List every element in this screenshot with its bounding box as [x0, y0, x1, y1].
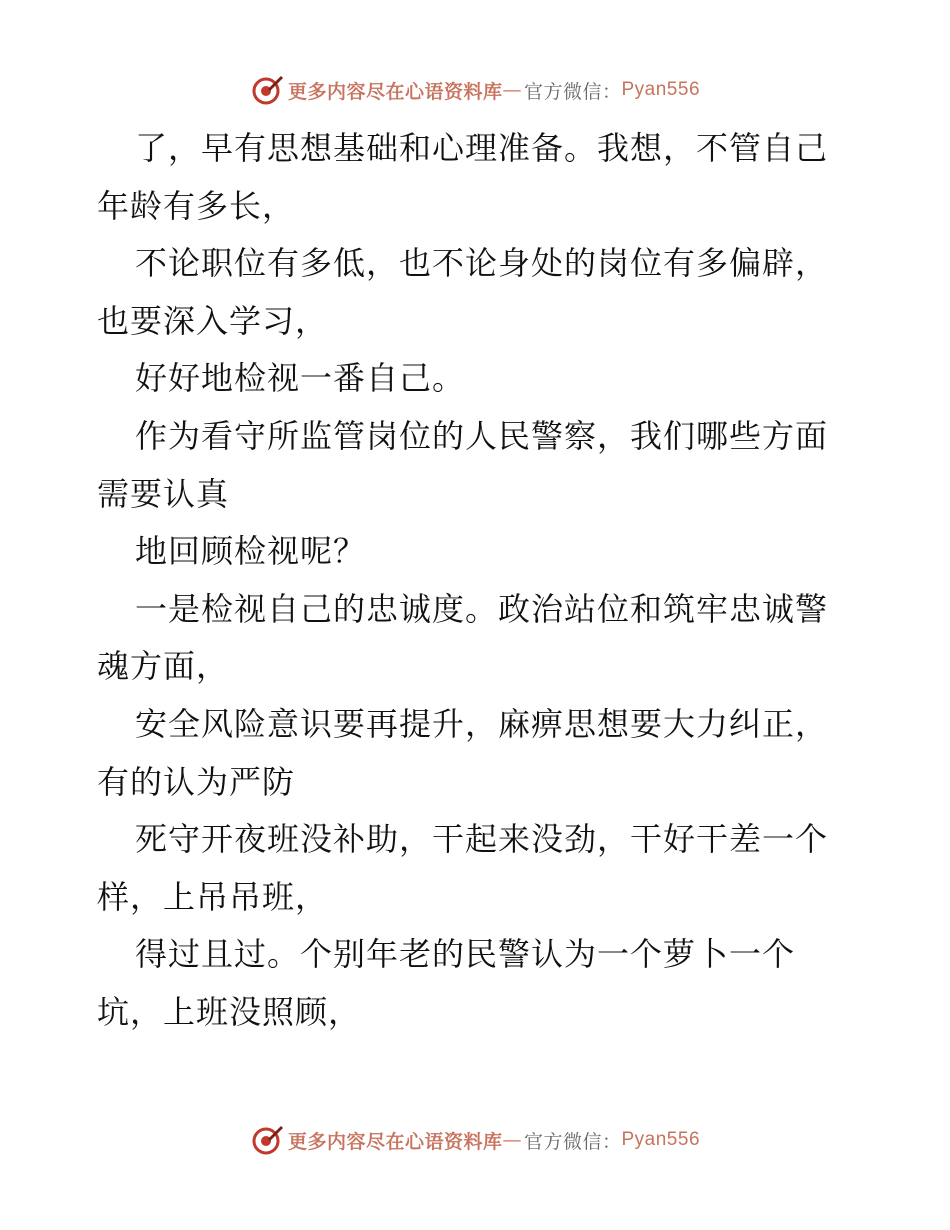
body-line: 安全风险意识要再提升，麻痹思想要大力纠正，: [135, 704, 829, 743]
banner-caption: 官方微信：: [523, 80, 622, 103]
header-banner: [0, 70, 950, 110]
body-line: 年龄有多长，: [97, 186, 296, 225]
pen-circle-logo-icon: [250, 73, 284, 107]
banner-separator: —: [502, 79, 522, 101]
body-line: 需要认真: [97, 474, 230, 513]
body-line: 一是检视自己的忠诚度。政治站位和筑牢忠诚警: [135, 589, 829, 628]
body-line: 不论职位有多低，也不论身处的岗位有多偏辟，: [135, 244, 829, 283]
banner-caption: 官方微信：: [523, 1130, 622, 1153]
body-line: 好好地检视一番自己。: [135, 359, 466, 398]
banner-main-text: 更多内容尽在心语资料库: [287, 80, 503, 103]
body-line: 有的认为严防: [97, 762, 296, 801]
banner-main-text: 更多内容尽在心语资料库: [287, 1130, 503, 1153]
document-body: [97, 120, 857, 1042]
footer-banner: [0, 1120, 950, 1160]
body-line: 了，早有思想基础和心理准备。我想，不管自己: [135, 129, 829, 167]
body-line: 得过且过。个别年老的民警认为一个萝卜一个: [135, 935, 796, 974]
body-line: 也要深入学习，: [97, 301, 329, 340]
body-line: 坑，上班没照顾，: [97, 992, 362, 1031]
banner-handle: Pyan556: [621, 79, 701, 100]
body-line: 样，上吊吊班，: [97, 877, 329, 916]
banner-handle: Pyan556: [621, 1129, 701, 1150]
body-line: 死守开夜班没补助，干起来没劲，干好干差一个: [135, 820, 829, 859]
body-line: 作为看守所监管岗位的人民警察，我们哪些方面: [135, 416, 829, 455]
pen-circle-logo-icon: [250, 1123, 284, 1157]
body-line: 魂方面，: [97, 647, 230, 686]
banner-separator: —: [502, 1129, 522, 1151]
body-line: 地回顾检视呢？: [135, 532, 367, 571]
